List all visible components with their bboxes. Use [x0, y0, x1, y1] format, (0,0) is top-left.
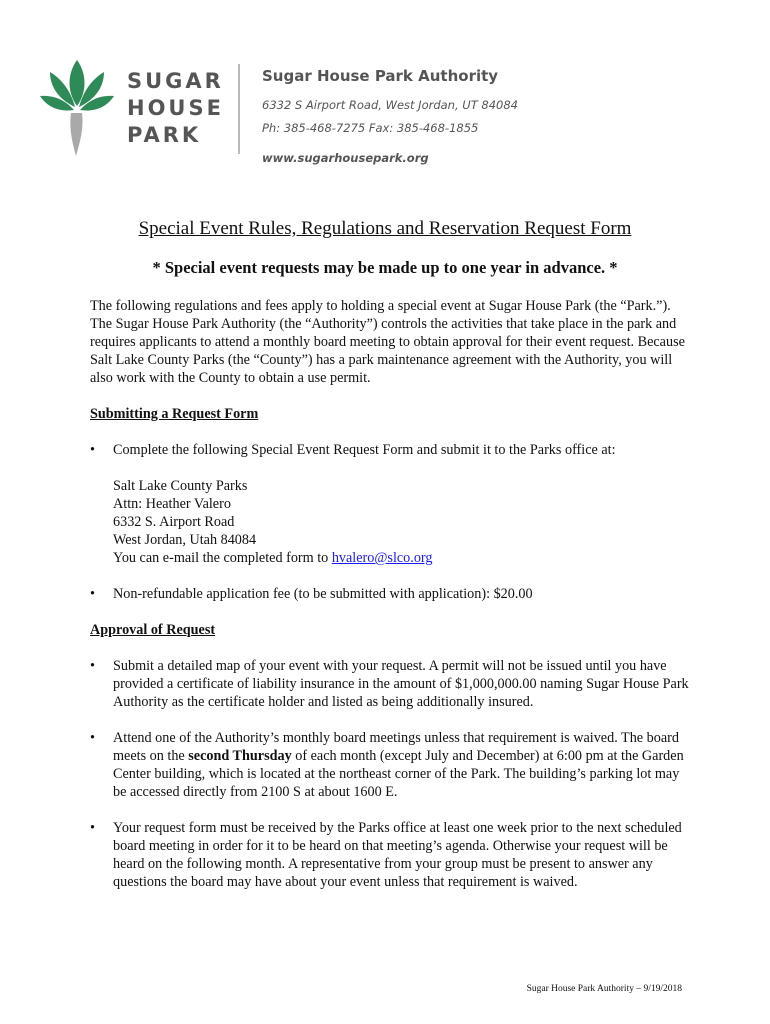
section-heading-submitting: Submitting a Request Form [90, 406, 259, 422]
bullet-text: Complete the following Special Event Request Form and submit it to the Parks office at: [113, 442, 616, 458]
logo-line-park: PARK [127, 123, 202, 147]
address-line: Attn: Heather Valero [113, 496, 231, 512]
bullet-text: Your request form must be received by the Parks office at least one week prior to the next scheduled board meeting in order for it to be heard on that meeting’s agenda. Otherwise your request will be heard on the following month. A representative from your group must be present to answer any questions the board may have about your event unless that requirement is waived. [113, 820, 682, 890]
bullet-text: Non-refundable application fee (to be submitted with application): $20.00 [113, 586, 533, 602]
bullet-icon: • [90, 658, 95, 674]
bullet-text-emphasis: second Thursday [188, 748, 292, 764]
park-logo-icon [38, 56, 116, 158]
document-subtitle: * Special event requests may be made up to one year in advance. * [152, 258, 618, 277]
email-prefix: You can e-mail the completed form to [113, 550, 332, 566]
bullet-text-part: Attend one of the Authority’s monthly board meetings unless that requirement is waived. The board meets on the [113, 730, 679, 764]
logo-line-house: HOUSE [127, 96, 224, 120]
page-footer: Sugar House Park Authority – 9/19/2018 [526, 984, 682, 994]
address-line: Salt Lake County Parks [113, 478, 248, 494]
intro-paragraph: The following regulations and fees apply to holding a special event at Sugar House Park (the “Park.”). The Sugar House Park Authority (the “Authority”) controls the activities that take place in the park and requires applicants to attend a monthly board meeting to obtain approval for their event request. Because Salt Lake County Parks (the “County”) has a park maintenance agreement with the Authority, you will also work with the County to obtain a use permit. [90, 298, 685, 386]
org-website-link[interactable]: www.sugarhousepark.org [262, 151, 429, 165]
address-line: 6332 S. Airport Road [113, 514, 235, 530]
bullet-icon: • [90, 586, 95, 602]
logo-wordmark [127, 68, 224, 149]
logo-line-sugar: SUGAR [127, 69, 224, 93]
org-phone-fax: Ph: 385-468-7275 Fax: 385-468-1855 [262, 121, 479, 135]
org-address: 6332 S Airport Road, West Jordan, UT 84084 [262, 98, 518, 112]
org-name: Sugar House Park Authority [262, 67, 499, 85]
email-line [113, 549, 690, 567]
document-body [90, 297, 690, 909]
bullet-text [113, 730, 684, 800]
list-item [90, 729, 690, 801]
list-item [90, 441, 690, 459]
bullet-icon: • [90, 442, 95, 458]
bullet-icon: • [90, 820, 95, 836]
bullet-text: Submit a detailed map of your event with your request. A permit will not be issued until you have provided a certificate of liability insurance in the amount of $1,000,000.00 naming Sugar House Park Authority as the certificate holder and listed as being additionally insured. [113, 658, 689, 710]
header-divider [238, 64, 240, 154]
bullet-icon: • [90, 730, 95, 746]
address-line: West Jordan, Utah 84084 [113, 532, 257, 548]
bullet-text-part: of each month (except July and December) at 6:00 pm at the Garden Center building, which is located at the northeast corner of the Park. The building’s parking lot may be accessed directly from 2100 S at about 1600 E. [113, 748, 684, 800]
list-item [90, 657, 690, 711]
list-item [90, 819, 690, 891]
document-title: Special Event Rules, Regulations and Reservation Request Form [138, 218, 632, 239]
mailing-address [90, 477, 690, 567]
letterhead [262, 66, 518, 165]
list-item [90, 585, 690, 603]
section-heading-approval: Approval of Request [90, 622, 216, 638]
email-link[interactable]: hvalero@slco.org [331, 550, 433, 566]
